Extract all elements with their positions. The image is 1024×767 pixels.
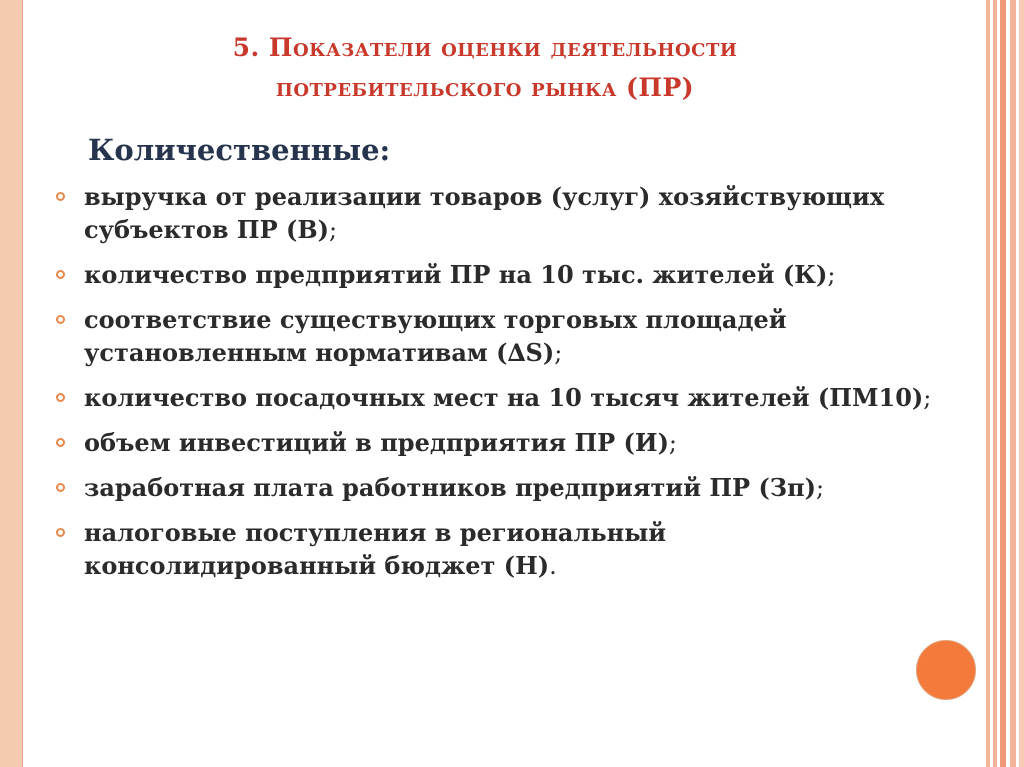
item-text: заработная плата работников предприятий ПР (Зп) [84,473,817,502]
item-text: налоговые поступления в региональный консолидированный бюджет (Н) [84,518,667,580]
slide-title [100,28,870,108]
right-stripes-decoration [984,0,1024,767]
item-tail: ; [668,429,678,457]
item-tail: ; [554,339,563,367]
title-line-2: потребительского рынка (ПР) [275,73,695,102]
bullet-icon [56,270,65,279]
indicator-list [50,180,960,594]
section-heading: Количественные: [88,133,391,167]
orange-circle-decoration [916,640,976,700]
list-item [50,258,960,292]
item-tail: . [549,552,557,580]
list-item [50,426,960,460]
item-text: количество посадочных мест на 10 тысяч жителей (ПМ10) [84,383,924,412]
left-border-decoration [0,0,23,767]
bullet-icon [56,528,65,537]
item-text: количество предприятий ПР на 10 тыс. жителей (К) [84,260,828,289]
item-text: объем инвестиций в предприятия ПР (И) [84,428,669,457]
item-tail: ; [827,261,836,289]
bullet-icon [56,438,65,447]
item-tail: ; [923,384,932,412]
list-item [50,381,960,415]
bullet-icon [56,315,65,324]
bullet-icon [56,393,65,402]
item-tail: ; [816,474,825,502]
title-line-1: 5. Показатели оценки деятельности [232,33,738,62]
item-text: выручка от реализации товаров (услуг) хозяйствующих субъектов ПР (В) [84,182,885,244]
item-tail: ; [328,216,338,244]
list-item [50,303,960,370]
list-item [50,180,960,247]
bullet-icon [56,192,65,201]
list-item [50,516,960,583]
bullet-icon [56,483,65,492]
item-text: соответствие существующих торговых площадей установленным нормативам (∆S) [84,305,787,367]
list-item [50,471,960,505]
